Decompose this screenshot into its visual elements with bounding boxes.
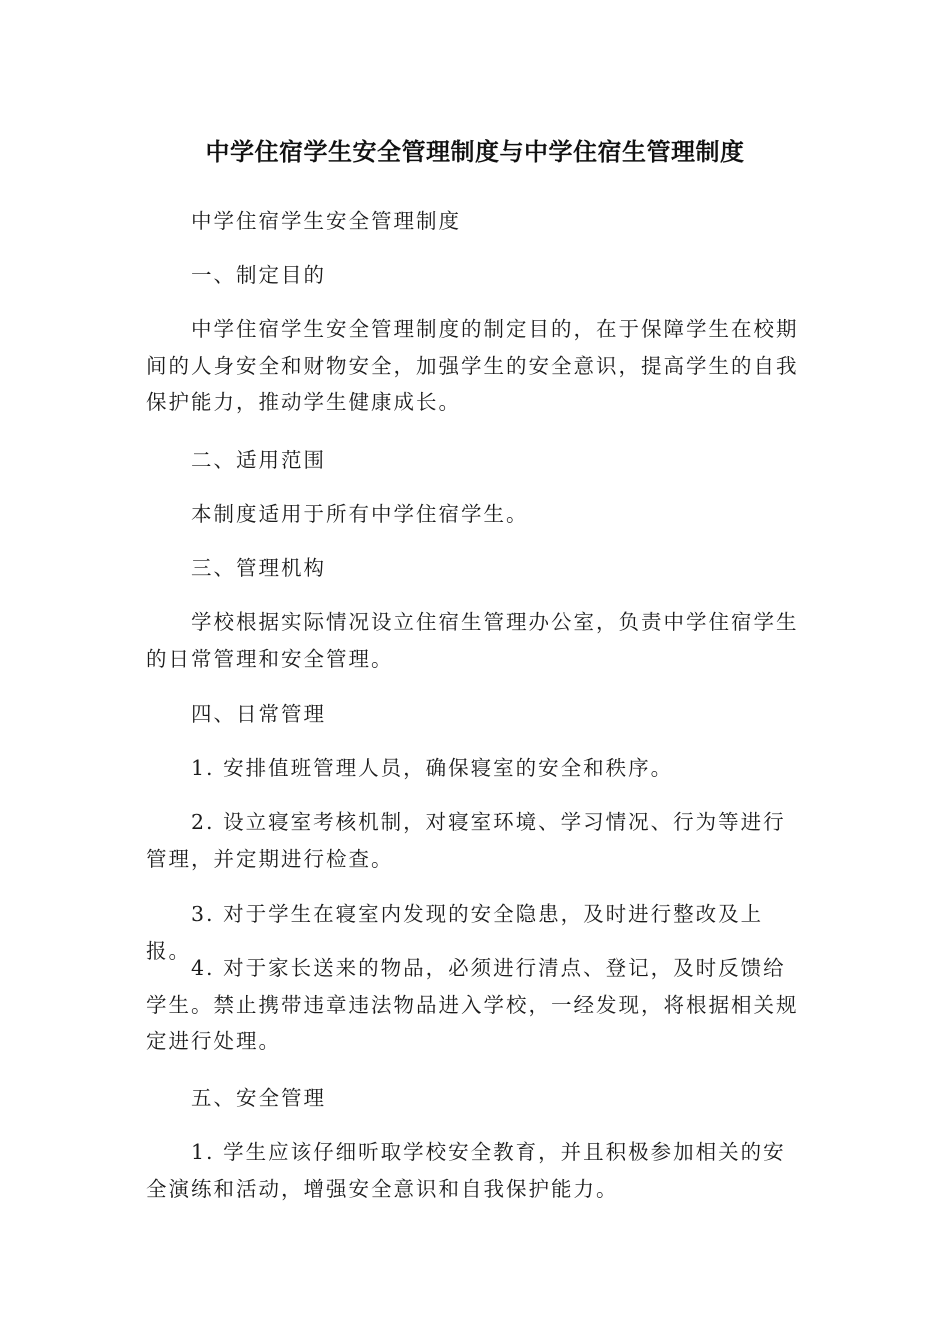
list-item-daily-1: 1. 安排值班管理人员，确保寝室的安全和秩序。	[191, 756, 674, 780]
list-item-daily-2: 2. 设立寝室考核机制，对寝室环境、学习情况、行为等进行管理，并定期进行检查。	[146, 810, 786, 871]
document-title: 中学住宿学生安全管理制度与中学住宿生管理制度	[205, 138, 745, 166]
section-heading-5: 五、安全管理	[191, 1086, 326, 1110]
paragraph-purpose: 中学住宿学生安全管理制度的制定目的，在于保障学生在校期间的人身安全和财物安全，加强学生的安全意识，提高学生的自我保护能力，推动学生健康成长。	[146, 317, 799, 414]
section-heading-4: 四、日常管理	[191, 702, 326, 726]
list-item-daily-3: 3. 对于学生在寝室内发现的安全隐患，及时进行整改及上报。	[146, 902, 764, 963]
paragraph-scope: 本制度适用于所有中学住宿学生。	[191, 502, 529, 526]
section-heading-2: 二、适用范围	[191, 448, 326, 472]
section-heading-1: 一、制定目的	[191, 263, 326, 287]
subtitle-paragraph: 中学住宿学生安全管理制度	[191, 209, 461, 233]
paragraph-organization: 学校根据实际情况设立住宿生管理办公室，负责中学住宿学生的日常管理和安全管理。	[146, 610, 799, 671]
list-item-safety-1: 1. 学生应该仔细听取学校安全教育，并且积极参加相关的安全演练和活动，增强安全意识和自我保护能力。	[146, 1140, 786, 1201]
section-heading-3: 三、管理机构	[191, 556, 326, 580]
list-item-daily-4: 4. 对于家长送来的物品，必须进行清点、登记，及时反馈给学生。禁止携带违章违法物品进入学校，一经发现，将根据相关规定进行处理。	[146, 956, 799, 1053]
